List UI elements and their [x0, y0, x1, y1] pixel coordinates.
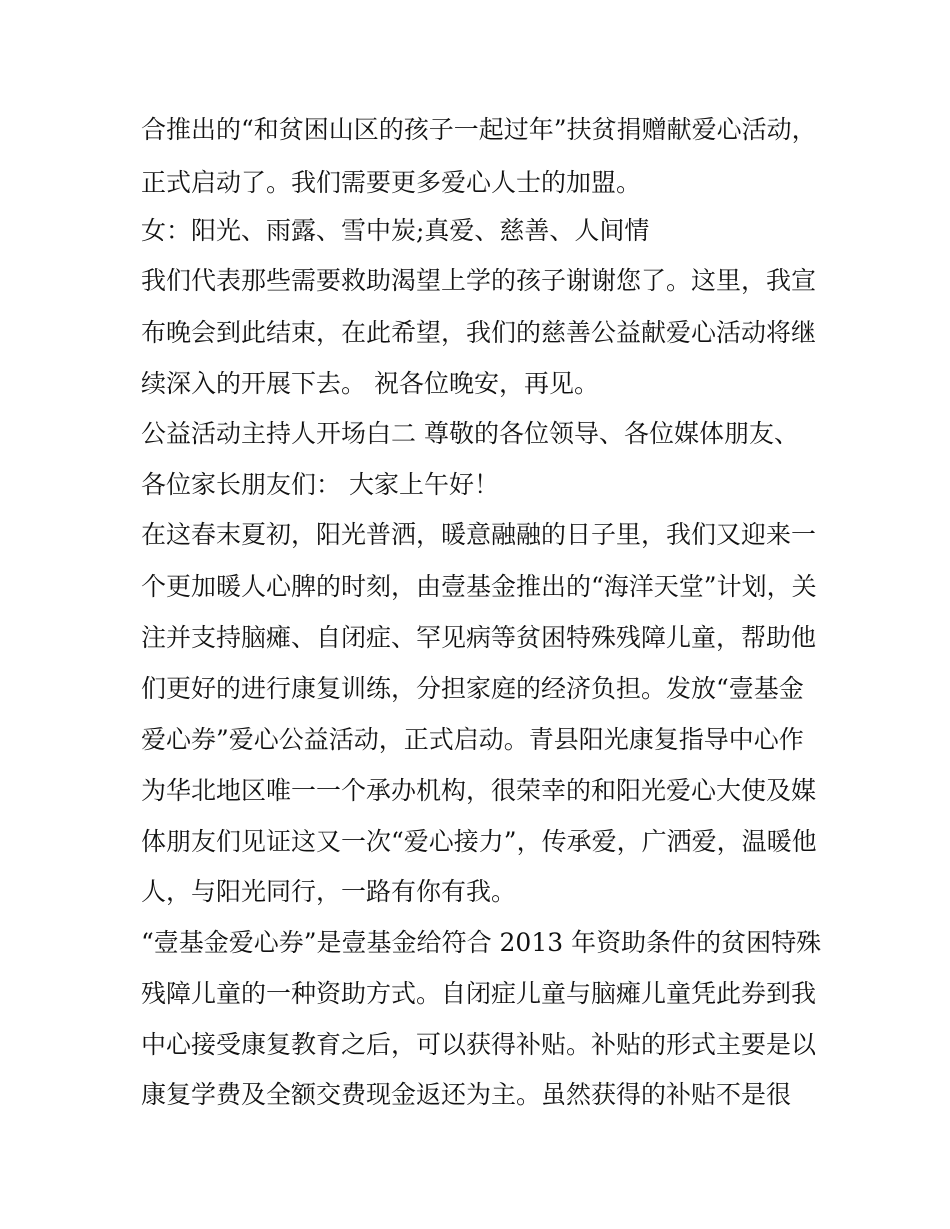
text-line: 个更加暖人心脾的时刻，由壹基金推出的“海洋天堂”计划，关: [141, 572, 817, 601]
text-line: 布晚会到此结束，在此希望，我们的慈善公益献爱心活动将继: [141, 318, 817, 347]
text-line: 中心接受康复教育之后，可以获得补贴。补贴的形式主要是以: [141, 1030, 817, 1059]
text-line: 我们代表那些需要救助渴望上学的孩子谢谢您了。这里，我宣: [141, 266, 817, 295]
text-line: 们更好的进行康复训练，分担家庭的经济负担。发放“壹基金: [141, 674, 804, 703]
text-line: 正式启动了。我们需要更多爱心人士的加盟。: [141, 168, 642, 197]
text-line: 残障儿童的一种资助方式。自闭症儿童与脑瘫儿童凭此券到我: [141, 979, 817, 1008]
text-line: 康复学费及全额交费现金返还为主。虽然获得的补贴不是很: [141, 1080, 792, 1109]
text-line: 各位家长朋友们： 大家上午好！: [141, 470, 499, 499]
text-line: 注并支持脑瘫、自闭症、罕见病等贫困特殊残障儿童，帮助他: [141, 623, 817, 652]
text-line: 爱心券”爱心公益活动，正式启动。青县阳光康复指导中心作: [141, 725, 804, 754]
text-line: 体朋友们见证这又一次“爱心接力”，传承爱，广洒爱，温暖他: [141, 827, 817, 856]
text-line: 合推出的“和贫困山区的孩子一起过年”扶贫捐赠献爱心活动，: [141, 115, 817, 144]
text-line: “壹基金爱心券”是壹基金给符合 2013 年资助条件的贫困特殊: [141, 928, 822, 957]
text-line: 续深入的开展下去。 祝各位晚安，再见。: [141, 369, 599, 398]
text-line: 为华北地区唯一一个承办机构，很荣幸的和阳光爱心大使及媒: [141, 776, 817, 805]
text-line: 在这春末夏初，阳光普洒，暖意融融的日子里，我们又迎来一: [141, 520, 817, 549]
text-line: 人，与阳光同行，一路有你有我。: [141, 877, 517, 906]
text-line: 公益活动主持人开场白二 尊敬的各位领导、各位媒体朋友、: [141, 419, 799, 448]
text-line: 女：阳光、雨露、雪中炭;真爱、慈善、人间情: [141, 216, 650, 245]
